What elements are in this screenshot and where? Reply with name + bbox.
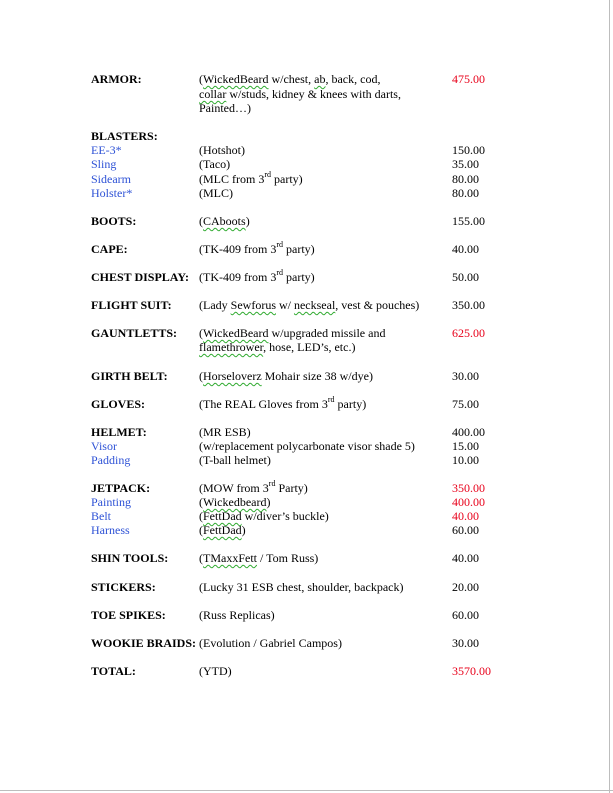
list-item: Sidearm (MLC from 3rd party) 80.00 [91, 170, 479, 186]
toe-spikes-row: TOE SPIKES: (Russ Replicas) 60.00 [91, 608, 479, 622]
list-item: Painting (Wickedbeard) 400.00 [91, 495, 485, 509]
list-item: Padding (T-ball helmet) 10.00 [91, 453, 479, 467]
total-row: TOTAL: (YTD) 3570.00 [91, 664, 491, 678]
page-edge [609, 0, 610, 793]
jetpack-row: JETPACK: (MOW from 3rd Party) 350.00 [91, 479, 485, 495]
cape-row: CAPE: (TK-409 from 3rd party) 40.00 [91, 240, 479, 256]
armor-row-line3: Painted…) [199, 101, 251, 115]
armor-row-line2: collar w/studs, kidney & knees with darts, [199, 87, 401, 101]
total-amount: 3570.00 [452, 664, 491, 678]
flight-suit-row: FLIGHT SUIT: (Lady Sewforus w/ neckseal, vest & pouches) 350.00 [91, 298, 485, 312]
wookie-braids-row: WOOKIE BRAIDS: (Evolution / Gabriel Campos) 30.00 [91, 636, 479, 650]
stickers-row: STICKERS: (Lucky 31 ESB chest, shoulder, backpack) 20.00 [91, 580, 479, 594]
gauntletts-row-line2: flamethrower, hose, LED’s, etc.) [199, 340, 356, 354]
list-item: EE-3* (Hotshot) 150.00 [91, 143, 485, 157]
blasters-label: BLASTERS: [91, 129, 158, 143]
list-item: Sling (Taco) 35.00 [91, 157, 479, 171]
boots-row: BOOTS: (CAboots) 155.00 [91, 214, 485, 228]
page-edge [0, 790, 613, 791]
gauntletts-row: GAUNTLETTS: (WickedBeard w/upgraded missile and 625.00 [91, 326, 485, 340]
chest-display-row: CHEST DISPLAY: (TK-409 from 3rd party) 50.00 [91, 268, 479, 284]
list-item: Holster* (MLC) 80.00 [91, 186, 479, 200]
helmet-row: HELMET: (MR ESB) 400.00 [91, 425, 485, 439]
armor-row [0, 71, 609, 87]
armor-description: (WickedBeard w/chest, ab, back, cod, [199, 72, 381, 86]
list-item: Harness (FettDad) 60.00 [91, 523, 479, 537]
total-label: TOTAL: [91, 664, 136, 678]
list-item: Visor (w/replacement polycarbonate visor shade 5) 15.00 [91, 439, 479, 453]
gloves-row: GLOVES: (The REAL Gloves from 3rd party) 75.00 [91, 395, 479, 411]
list-item: Belt (FettDad w/diver’s buckle) 40.00 [91, 509, 479, 523]
shin-tools-row: SHIN TOOLS: (TMaxxFett / Tom Russ) 40.00 [91, 551, 479, 565]
armor-label: ARMOR: [91, 72, 142, 86]
armor-amount: 475.00 [452, 72, 485, 86]
girth-belt-row: GIRTH BELT: (Horseloverz Mohair size 38 w/dye) 30.00 [91, 369, 479, 383]
